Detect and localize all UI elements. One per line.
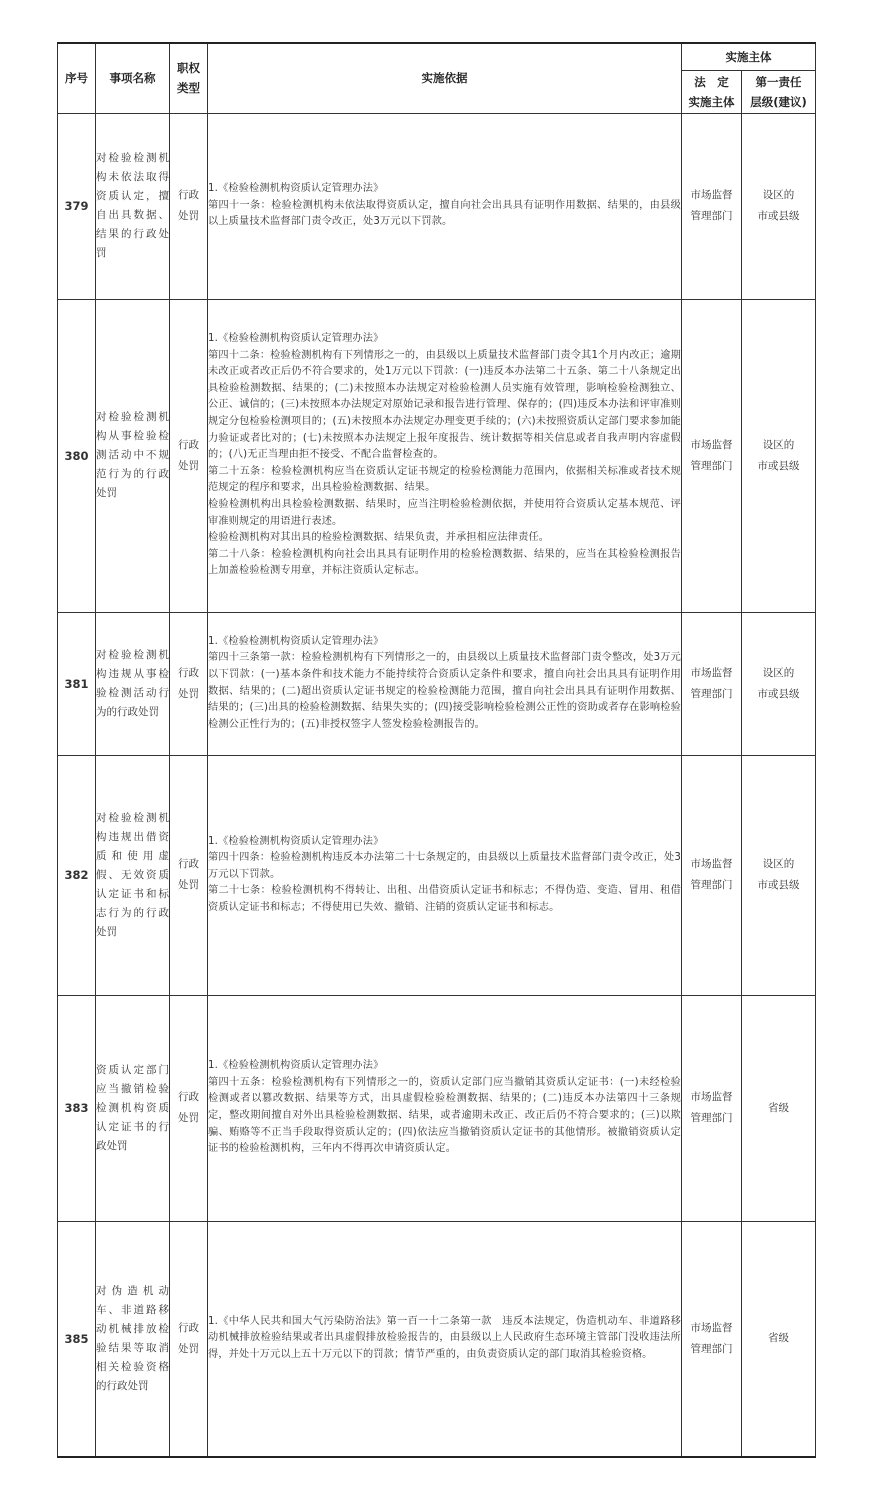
row-seq: 385: [58, 1221, 96, 1457]
row-type-line1: 行政: [178, 1321, 199, 1334]
row-type-line2: 处罚: [178, 879, 199, 891]
basis-paragraph: 第四十四条：检验检测机构违反本办法第二十七条规定的，由县级以上质量技术监督部门责令改正，处3万元以下罚款。: [208, 852, 681, 880]
header-type: [170, 43, 208, 113]
header-legal-line1: 法 定: [694, 74, 729, 89]
row-agency-line2: 管理部门: [690, 1342, 733, 1355]
row-agency-line1: 市场监督: [690, 438, 733, 451]
row-type: [170, 612, 208, 755]
row-name: 对检验检测机构从事检验检测活动中不规范行为的行政处罚: [96, 299, 170, 612]
row-type-line2: 处罚: [178, 1112, 199, 1124]
row-name: 资质认定部门应当撤销检验检测机构资质认定证书的行政处罚: [96, 995, 170, 1221]
table-row: [58, 113, 816, 299]
basis-paragraph: 1.《检验检测机构资质认定管理办法》: [208, 835, 384, 847]
row-type: [170, 113, 208, 299]
row-level-line1: 设区的: [762, 438, 795, 451]
basis-paragraph: 第二十七条：检验检测机构不得转让、出租、出借资质认定证书和标志；不得伪造、变造、冒用、租借资质认定证书和标志；不得使用已失效、撤销、注销的资质认定证书和标志。: [208, 885, 681, 913]
basis-paragraph: 检验检测机构出具检验检测数据、结果时，应当注明检验检测依据，并使用符合资质认定基本规范、评审准则规定的用语进行表述。: [208, 498, 681, 527]
basis-paragraph: 1.《检验检测机构资质认定管理办法》: [208, 635, 384, 647]
row-level-line1: 设区的: [762, 189, 795, 201]
basis-paragraph: 第二十八条：检验检测机构向社会出具具有证明作用的检验检测数据、结果的，应当在其检验检测报告上加盖检验检测专用章，并标注资质认定标志。: [208, 548, 681, 577]
row-type-line2: 处罚: [178, 1342, 199, 1355]
row-type-line1: 行政: [178, 666, 199, 679]
basis-paragraph: 第四十二条：检验检测机构有下列情形之一的，由县级以上质量技术监督部门责令其1个月内改正；逾期未改正或者改正后仍不符合要求的，处1万元以下罚款：(一)违反本办法第二十五条、第二十八条规定出具检验检测数据、结果的；(二)未按照本办法规定对检验检测人员实施有效管理，影响检验检测独立、公正、诚信的；(三)未按照本办法规定对原始记录和报告进行管理、保存的；(四)违反本办法和评审准则规定分包检验检测项目的；(五)未按照本办法规定办理变更手续的；(六)未按照资质认定部门要求参加能力验证或者比对的；(七)未按照本办法规定上报年度报告、统计数据等相关信息或者自我声明内容虚假的；(八)无正当理由拒不接受、不配合监督检查的。: [208, 349, 681, 461]
table-row: [58, 1221, 816, 1457]
table-body: [58, 113, 816, 1457]
row-basis: [208, 299, 682, 612]
row-name: 对检验检测机构违规出借资质和使用虚假、无效资质认定证书和标志行为的行政处罚: [96, 755, 170, 995]
row-agency-line2: 管理部门: [690, 459, 733, 472]
header-first-line2: 层级(建议): [750, 94, 807, 109]
header-type-line1: 职权: [177, 61, 200, 76]
row-agency-line1: 市场监督: [690, 189, 733, 201]
header-legal-line2: 实施主体: [688, 94, 735, 109]
row-type-line2: 处罚: [178, 210, 199, 222]
header-type-line2: 类型: [177, 81, 200, 96]
row-type: [170, 299, 208, 612]
row-name: 对检验检测机构违规从事检验检测活动行为的行政处罚: [96, 612, 170, 755]
row-agency-line2: 管理部门: [690, 879, 733, 891]
row-agency: [682, 612, 742, 755]
header-first-line1: 第一责任: [755, 74, 802, 89]
row-agency-line1: 市场监督: [690, 666, 733, 679]
row-agency-line1: 市场监督: [690, 1091, 733, 1103]
basis-paragraph: 1.《中华人民共和国大气污染防治法》第一百一十二条第一款 违反本法规定，伪造机动车、非道路移动机械排放检验结果或者出具虚假排放检验报告的，由县级以上人民政府生态环境主管部门没收违法所得，并处十万元以上五十万元以下的罚款；情节严重的，由负责资质认定的部门取消其检验资格。: [208, 1315, 681, 1361]
row-level-line2: 市或县级: [757, 879, 800, 891]
basis-paragraph: 第二十五条：检验检测机构应当在资质认定证书规定的检验检测能力范围内，依据相关标准或者技术规范规定的程序和要求，出具检验检测数据、结果。: [208, 465, 681, 494]
row-level: [742, 612, 816, 755]
row-type-line1: 行政: [178, 189, 199, 201]
header-legal-subject: [682, 70, 742, 113]
row-type-line1: 行政: [178, 1091, 199, 1103]
header-subject: 实施主体: [682, 43, 816, 70]
basis-paragraph: 第四十五条：检验检测机构有下列情形之一的，资质认定部门应当撤销其资质认定证书：(一)未经检验检测或者以篡改数据、结果等方式，出具虚假检验检测数据、结果的；(二)违反本办法第四十三条规定，整改期间擅自对外出具检验检测数据、结果，或者逾期未改正、改正后仍不符合要求的；(三)以欺骗、贿赂等不正当手段取得资质认定的；(四)依法应当撤销资质认定证书的其他情形。被撤销资质认定证书的检验检测机构，三年内不得再次申请资质认定。: [208, 1076, 681, 1155]
row-seq: 382: [58, 755, 96, 995]
row-type: [170, 1221, 208, 1457]
basis-paragraph: 1.《检验检测机构资质认定管理办法》: [208, 183, 384, 195]
row-seq: 381: [58, 612, 96, 755]
header-first-level: [742, 70, 816, 113]
row-agency: [682, 1221, 742, 1457]
header-seq: 序号: [58, 43, 96, 113]
basis-paragraph: 1.《检验检测机构资质认定管理办法》: [208, 333, 384, 345]
basis-paragraph: 检验检测机构对其出具的检验检测数据、结果负责，并承担相应法律责任。: [208, 532, 550, 544]
row-agency: [682, 755, 742, 995]
row-agency-line1: 市场监督: [690, 1321, 733, 1334]
basis-paragraph: 第四十三条第一款：检验检测机构有下列情形之一的，由县级以上质量技术监督部门责令整改，处3万元以下罚款：(一)基本条件和技术能力不能持续符合资质认定条件和要求，擅自向社会出具具有证明作用数据、结果的；(二)超出资质认定证书规定的检验检测能力范围，擅自向社会出具具有证明作用数据、结果的；(三)出具的检验检测数据、结果失实的；(四)接受影响检验检测公正性的资助或者存在影响检验检测公正性行为的；(五)非授权签字人签发检验检测报告的。: [208, 652, 681, 730]
row-seq: 379: [58, 113, 96, 299]
row-name: 对检验检测机构未依法取得资质认定，擅自出具数据、结果的行政处罚: [96, 113, 170, 299]
row-agency: [682, 113, 742, 299]
row-basis: [208, 1221, 682, 1457]
row-agency-line2: 管理部门: [690, 210, 733, 222]
row-basis: [208, 612, 682, 755]
row-type-line2: 处罚: [178, 459, 199, 472]
row-level: [742, 299, 816, 612]
row-level: [742, 113, 816, 299]
table-row: [58, 299, 816, 612]
row-level: [742, 1221, 816, 1457]
row-basis: [208, 995, 682, 1221]
row-level-line1: 设区的: [762, 858, 795, 870]
row-level-line2: 市或县级: [757, 459, 800, 472]
table-row: [58, 755, 816, 995]
row-name: 对伪造机动车、非道路移动机械排放检验结果等取消相关检验资格的行政处罚: [96, 1221, 170, 1457]
row-agency-line2: 管理部门: [690, 687, 733, 700]
row-type: [170, 995, 208, 1221]
row-seq: 383: [58, 995, 96, 1221]
header-basis: 实施依据: [208, 43, 682, 113]
row-level-line2: 市或县级: [757, 210, 800, 222]
row-type-line1: 行政: [178, 858, 199, 870]
row-level: [742, 755, 816, 995]
row-level-line1: 省级: [768, 1101, 789, 1114]
row-type-line1: 行政: [178, 438, 199, 451]
row-agency-line2: 管理部门: [690, 1112, 733, 1124]
row-agency: [682, 995, 742, 1221]
row-seq: 380: [58, 299, 96, 612]
row-basis: [208, 755, 682, 995]
row-level-line2: 市或县级: [757, 687, 800, 700]
row-agency: [682, 299, 742, 612]
table-header: [58, 43, 816, 113]
header-name: 事项名称: [96, 43, 170, 113]
basis-paragraph: 1.《检验检测机构资质认定管理办法》: [208, 1060, 384, 1072]
basis-paragraph: 第四十一条：检验检测机构未依法取得资质认定，擅自向社会出具具有证明作用数据、结果的，由县级以上质量技术监督部门责令改正，处3万元以下罚款。: [208, 199, 681, 228]
table-row: [58, 612, 816, 755]
table-row: [58, 995, 816, 1221]
row-type-line2: 处罚: [178, 687, 199, 700]
row-agency-line1: 市场监督: [690, 858, 733, 870]
row-level: [742, 995, 816, 1221]
row-level-line1: 设区的: [762, 666, 795, 679]
row-basis: [208, 113, 682, 299]
row-type: [170, 755, 208, 995]
row-level-line1: 省级: [768, 1332, 789, 1345]
authority-table: [57, 42, 816, 1458]
